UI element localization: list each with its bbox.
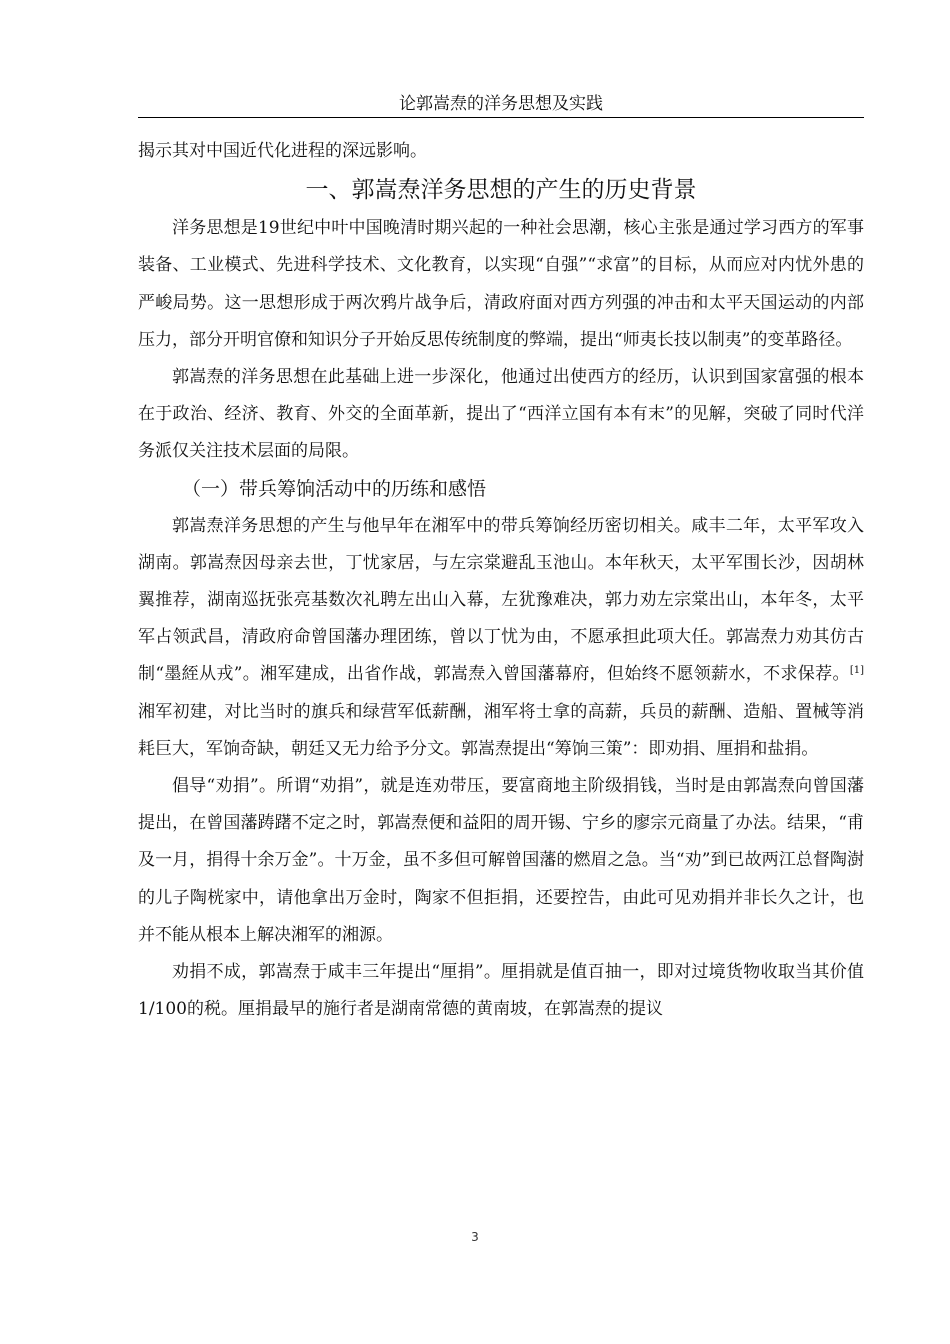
paragraph-5: 劝捐不成，郭嵩焘于咸丰三年提出“厘捐”。厘捐就是值百抽一，即对过境货物收取当其价值1/100的税。厘捐最早的施行者是湖南常德的黄南坡，在郭嵩焘的提议 — [138, 962, 864, 1020]
paragraph-3-part-b: 湘军初建，对比当时的旗兵和绿营军低薪酬，湘军将士拿的高薪，兵员的薪酬、造船、置械等消耗巨大，军饷奇缺，朝廷又无力给予分文。郭嵩焘提出“筹饷三策”：即劝捐、厘捐和盐捐。 — [138, 701, 864, 759]
header-divider — [138, 117, 864, 118]
paragraph-1: 洋务思想是19世纪中叶中国晚清时期兴起的一种社会思潮，核心主张是通过学习西方的军事装备、工业模式、先进科学技术、文化教育，以实现“自强”“求富”的目标，从而应对内忧外患的严峻局势。这一思想形成于两次鸦片战争后，清政府面对西方列强的冲击和太平天国运动的内部压力，部分开明官僚和知识分子开始反思传统制度的弊端，提出“师夷长技以制夷”的变革路径。 — [138, 218, 864, 350]
paragraph-3 — [138, 508, 864, 768]
page-body — [138, 133, 864, 1028]
subsection-heading: （一）带兵筹饷活动中的历练和感悟 — [182, 477, 487, 500]
paragraph-3-part-a: 郭嵩焘洋务思想的产生与他早年在湘军中的带兵筹饷经历密切相关。咸丰二年，太平军攻入湖南。郭嵩焘因母亲去世，丁忧家居，与左宗棠避乱玉池山。本年秋天，太平军围长沙，因胡林翼推荐，湖南巡抚张亮基数次礼聘左出山入幕，左犹豫难决，郭力劝左宗棠出山，本年冬，太平军占领武昌，清政府命曾国藩办理团练，曾以丁忧为由，不愿承担此项大任。郭嵩焘力劝其仿古制“墨絰从戎”。湘军建成，出省作战，郭嵩焘入曾国藩幕府，但始终不愿领薪水，不求保荐。 — [138, 515, 864, 685]
paragraph-4: 倡导“劝捐”。所谓“劝捐”，就是连劝带压，要富商地主阶级捐钱，当时是由郭嵩焘向曾国藩提出，在曾国藩踌躇不定之时，郭嵩焘便和益阳的周开锡、宁乡的廖宗元商量了办法。结果，“甫及一月，捐得十余万金”。十万金，虽不多但可解曾国藩的燃眉之急。当“劝”到已故两江总督陶澍的儿子陶桄家中，请他拿出万金时，陶家不但拒捐，还要控告，由此可见劝捐并非长久之计，也并不能从根本上解决湘军的湘源。 — [138, 776, 864, 945]
footnote-reference[interactable]: [1] — [849, 665, 864, 677]
section-heading: 一、郭嵩焘洋务思想的产生的历史背景 — [305, 177, 697, 204]
paragraph-intro-tail: 揭示其对中国近代化进程的深远影响。 — [138, 141, 427, 161]
running-header: 论郭嵩焘的洋务思想及实践 — [399, 94, 603, 114]
page-number: 3 — [471, 1230, 479, 1244]
paragraph-2: 郭嵩焘的洋务思想在此基础上进一步深化，他通过出使西方的经历，认识到国家富强的根本在于政治、经济、教育、外交的全面革新，提出了“西洋立国有本有末”的见解，突破了同时代洋务派仅关注技术层面的局限。 — [138, 367, 864, 462]
